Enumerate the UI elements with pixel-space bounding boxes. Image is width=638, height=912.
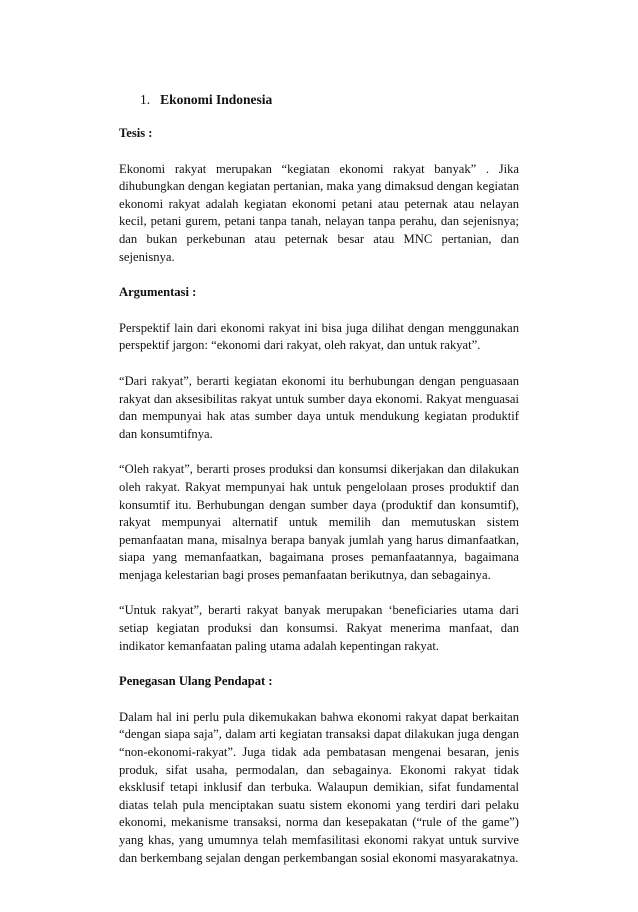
penegasan-paragraph: Dalam hal ini perlu pula dikemukakan bahwa ekonomi rakyat dapat berkaitan “dengan siapa saja”, dalam arti kegiatan transaksi dapat dilakukan juga dengan “non-ekonomi-rakyat”. Juga tidak ada pembatasan mengenai besaran, jenis produk, sifat usaha, permodalan, dan sebagainya. Ekonomi rakyat tidak eksklusif tetapi inklusif dan terbuka. Walaupun demikian, sifat fundamental diatas telah pula menciptakan suatu sistem ekonomi yang terdiri dari pelaku ekonomi, mekanisme transaksi, norma dan kesepakatan (“rule of the game”) yang khas, yang umumnya telah memfasilitasi ekonomi rakyat untuk survive dan berkembang sejalan dengan perkembangan sosial ekonomi masyarakatnya. [119,709,519,865]
tesis-heading: Tesis : [119,126,153,140]
penegasan-heading: Penegasan Ulang Pendapat : [119,674,273,689]
argumentasi-paragraph-2: “Dari rakyat”, berarti kegiatan ekonomi itu berhubungan dengan penguasaan rakyat dan aksesibilitas rakyat untuk sumber daya ekonomi. Rakyat menguasai dan mempunyai hak atas sumber daya untuk mendukung kegiatan produktif dan konsumtifnya. [119,373,519,441]
argumentasi-paragraph-3: “Oleh rakyat”, berarti proses produksi dan konsumsi dikerjakan dan dilakukan oleh rakyat. Rakyat mempunyai hak untuk pengelolaan proses produktif dan konsumtif itu. Berhubungan dengan sumber daya (produktif dan konsumtif), rakyat mempunyai alternatif untuk memilih dan memutuskan sistem pemanfaatan mana, misalnya berapa banyak jumlah yang harus dimanfaatkan, siapa yang memanfaatkan, bagaimana proses pemanfaatannya, bagaimana menjaga kelestarian bagi proses pemanfaatan berikutnya, dan sebagainya. [119,462,519,582]
page-title [140,92,272,108]
argumentasi-paragraph-1: Perspektif lain dari ekonomi rakyat ini bisa juga dilihat dengan menggunakan perspektif jargon: “ekonomi dari rakyat, oleh rakyat, dan untuk rakyat”. [119,320,519,353]
title-number: 1. [140,92,151,107]
document-body [119,125,519,885]
title-text: Ekonomi Indonesia [160,92,273,107]
argumentasi-heading: Argumentasi : [119,285,197,300]
argumentasi-paragraph-4: “Untuk rakyat”, berarti rakyat banyak merupakan ‘beneficiaries utama dari setiap kegiatan produksi dan konsumsi. Rakyat menerima manfaat, dan indikator kemanfaatan paling utama adalah kepentingan rakyat. [119,603,519,653]
tesis-paragraph: Ekonomi rakyat merupakan “kegiatan ekonomi rakyat banyak” . Jika dihubungkan dengan kegiatan pertanian, maka yang dimaksud dengan kegiatan ekonomi rakyat adalah kegiatan ekonomi petani atau peternak atau nelayan kecil, petani gurem, petani tanpa tanah, nelayan tanpa perahu, dan sejenisnya; dan bukan perkebunan atau peternak besar atau MNC pertanian, dan sejenisnya. [119,161,519,264]
